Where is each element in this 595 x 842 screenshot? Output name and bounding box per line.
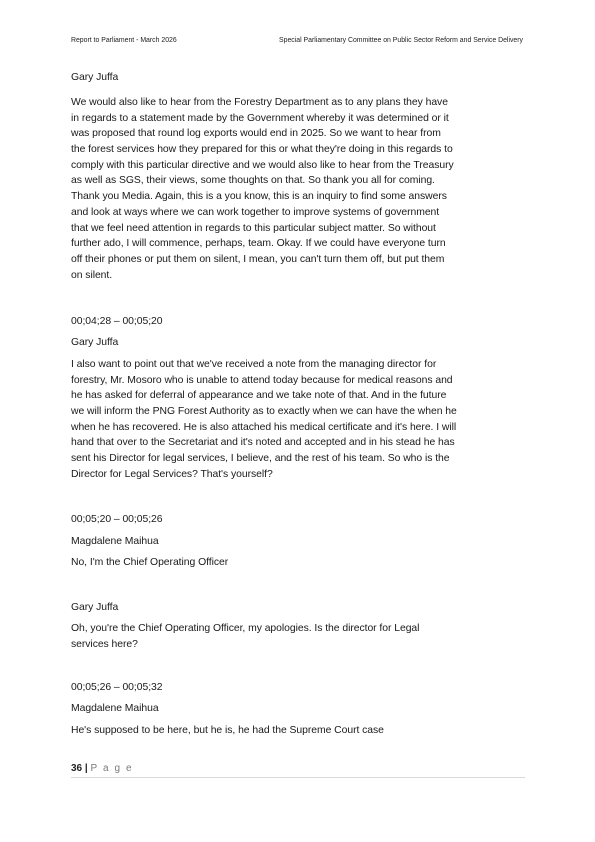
text-line: the forest services how they prepared for this or what they're doing in this regards to (71, 144, 453, 156)
transcript-block (71, 512, 163, 528)
text-line: Thank you Media. Again, this is a you know, this is an inquiry to find some answers (71, 191, 447, 203)
text-line: we will inform the PNG Forest Authority as to exactly when we can have the when he (71, 406, 457, 418)
text-line: Director for Legal Services? That's yourself? (71, 468, 273, 480)
text-line: sent his Director for legal services, I believe, and the rest of his team. So who is the (71, 453, 450, 465)
header-committee-name: Special Parliamentary Committee on Public Sector Reform and Service Delivery (279, 37, 523, 44)
header-report-title: Report to Parliament - March 2026 (71, 37, 177, 44)
text-line: Magdalene Maihua (71, 536, 159, 547)
text-line: Magdalene Maihua (71, 703, 159, 714)
text-line: as well as SGS, their views, some thoughts on that. So thank you all for coming. (71, 175, 435, 187)
text-line: I also want to point out that we've received a note from the managing director for (71, 359, 437, 370)
text-line: He's supposed to be here, but he is, he had the Supreme Court case (71, 725, 384, 736)
transcript-block (71, 335, 118, 351)
text-line: forestry, Mr. Mosoro who is unable to attend today because for medical reasons and (71, 374, 453, 386)
text-line: hand that over to the Secretariat and it's noted and accepted and in his stead he has (71, 437, 455, 449)
transcript-block (71, 621, 419, 652)
transcript-block (71, 357, 457, 483)
text-line: Gary Juffa (71, 72, 119, 83)
transcript-block (71, 680, 163, 696)
text-line: 00;05;26 – 00;05;32 (71, 682, 163, 693)
text-line: Oh, you're the Chief Operating Officer, my apologies. Is the director for Legal (71, 623, 420, 634)
transcript-block (71, 723, 384, 739)
text-line: that we feel need attention in regards to this particular subject matter. So without (71, 222, 436, 234)
transcript-block (71, 314, 163, 330)
text-line: in regards to a statement made by the Government whereby it was determined or it (71, 112, 449, 124)
transcript-block (71, 600, 118, 616)
transcript-block (71, 534, 159, 550)
transcript-block (71, 70, 118, 86)
transcript-block (71, 95, 454, 283)
text-line: Gary Juffa (71, 602, 119, 613)
page-number: 36 (71, 763, 83, 774)
text-line: and look at ways where we can work together to improve systems of government (71, 206, 440, 218)
transcript-block (71, 701, 159, 717)
page-separator: | (84, 763, 88, 774)
page-label: P a g e (90, 763, 134, 774)
text-line: further ado, I will commence, perhaps, team. Okay. If we could have everyone turn (71, 238, 446, 250)
text-line: off their phones or put them on silent, I mean, you can't turn them off, but put them (71, 253, 445, 265)
text-line: services here? (71, 638, 138, 650)
text-line: was proposed that round log exports would end in 2025. So we want to hear from (71, 128, 441, 140)
text-line: 00;04;28 – 00;05;20 (71, 316, 163, 327)
text-line: Gary Juffa (71, 337, 119, 348)
text-line: on silent. (71, 269, 113, 281)
text-line: he has asked for deferral of appearance and we take note of that. And in the future (71, 390, 447, 402)
text-line: 00;05;20 – 00;05;26 (71, 514, 163, 525)
text-line: No, I'm the Chief Operating Officer (71, 557, 229, 568)
text-line: comply with this particular directive and we would also like to hear from the Treasury (71, 159, 454, 171)
text-line: We would also like to hear from the Forestry Department as to any plans they have (71, 97, 448, 108)
transcript-block (71, 555, 228, 571)
page-footer (71, 763, 525, 778)
text-line: when he has recovered. He is also attached his medical certificate and it's here. I will (71, 421, 457, 433)
running-header (71, 37, 523, 49)
